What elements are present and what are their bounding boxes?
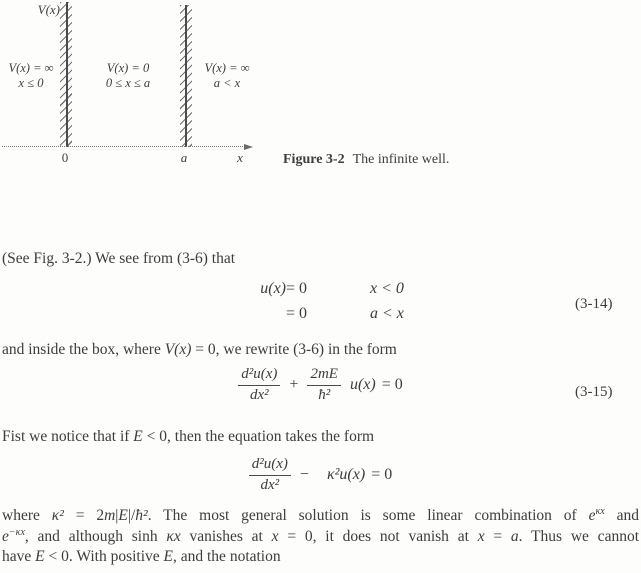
region-left-line2: x ≤ 0 [18, 76, 44, 90]
x-axis-line [2, 146, 245, 147]
eq-kappa-fraction [249, 456, 291, 494]
eq314-condition2: a < x [370, 305, 404, 322]
x-axis-arrow-icon [244, 144, 253, 150]
figure-caption [283, 152, 449, 168]
axis-tick-a: a [180, 150, 188, 165]
y-axis-label: V(x) [37, 2, 60, 17]
eq-kappa-denominator: dx² [260, 476, 280, 493]
region-label-left [0, 61, 62, 91]
region-middle-line2: 0 ≤ x ≤ a [105, 76, 151, 90]
region-right-line1: V(x) = ∞ [204, 61, 250, 75]
axis-tick-origin: 0 [61, 150, 69, 165]
eq314-gap [330, 280, 370, 298]
region-right-line2: a < x [213, 76, 241, 90]
eq314-rhs1: = 0 [286, 280, 308, 297]
region-label-right [192, 61, 262, 91]
equation-kappa [0, 456, 641, 494]
eq314-condition1: x < 0 [370, 280, 404, 297]
paragraph-4-line-3: have E < 0. With positive E, and the notation [2, 548, 281, 566]
eq-kappa-numerator: d²u(x) [249, 456, 291, 476]
region-left-line1: V(x) = ∞ [8, 61, 54, 75]
axis-label-x: x [237, 150, 243, 165]
equation-3-15 [0, 366, 641, 404]
eq314-rhs2: = 0 [286, 305, 308, 322]
region-label-middle [94, 61, 162, 91]
eq-kappa-tail-rest: = 0 [371, 466, 393, 484]
figure-caption-text: The infinite well. [352, 152, 450, 167]
eq315-tail-math: u(x) [349, 376, 376, 394]
eq315-denominator-1: dx² [250, 386, 269, 403]
paragraph-4-line-1: where κ² = 2m|E|/ħ². The most general solution is some linear combination of $e^{\kappa x}$ and [2, 506, 639, 524]
equation-number-3-14: (3-14) [575, 296, 613, 312]
eq314-lhs2-empty [246, 305, 286, 323]
equation-number-3-15: (3-15) [575, 384, 613, 400]
right-wall-line [185, 5, 187, 147]
eq314-gap2 [330, 305, 370, 323]
paragraph-2: and inside the box, where V(x) = 0, we rewrite (3-6) in the form [2, 341, 397, 358]
eq315-denominator-2: ħ² [318, 386, 331, 403]
minus-operator: − [299, 466, 309, 484]
figure-infinite-well [0, 0, 280, 175]
figure-caption-label: Figure 3-2 [283, 152, 345, 167]
eq314-lhs: u(x) [260, 280, 286, 297]
paragraph-3: Fist we notice that if E < 0, then the equation takes the form [2, 428, 375, 445]
eq315-fraction-2 [307, 366, 341, 404]
left-wall-line [66, 2, 68, 147]
eq315-numerator-1: d²u(x) [238, 366, 280, 386]
region-middle-line1: V(x) = 0 [106, 61, 150, 75]
plus-operator: + [289, 376, 299, 394]
paragraph-4-line-2: $e^{-\kappa x}$, and although sinh κx vanishes at x = 0, it does not vanish at x = a. Thus we cannot [2, 526, 640, 545]
eq-kappa-tail-math: κ²u(x) [326, 466, 366, 484]
paragraph-4 [2, 506, 639, 568]
eq315-numerator-2: 2mE [307, 366, 341, 386]
equation-3-14 [246, 280, 426, 323]
eq315-fraction-1 [238, 366, 280, 404]
eq315-tail-rest: = 0 [381, 376, 403, 394]
paragraph-1: (See Fig. 3-2.) We see from (3-6) that [2, 250, 236, 267]
